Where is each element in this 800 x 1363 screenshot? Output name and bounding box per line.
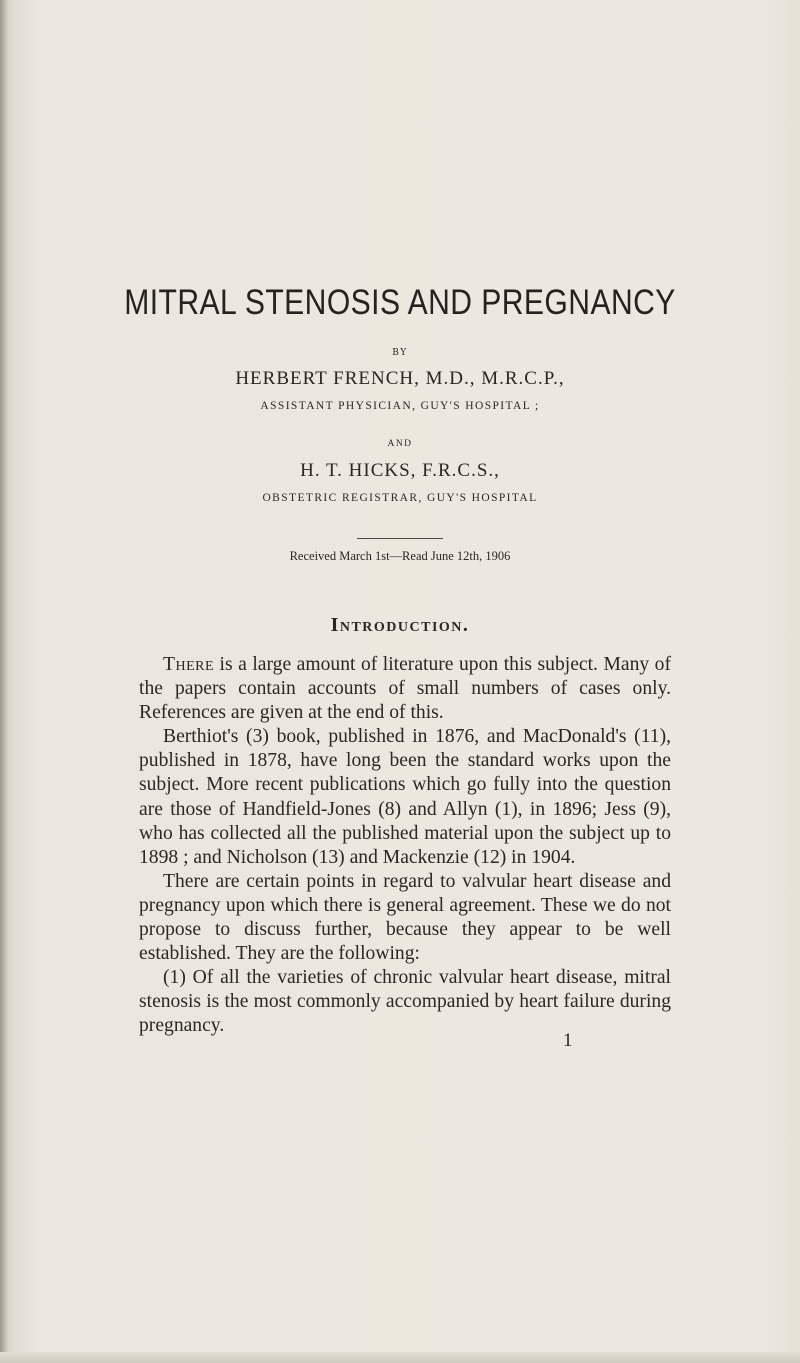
divider-rule bbox=[357, 538, 443, 539]
paragraph-2: Berthiot's (3) book, published in 1876, and MacDonald's (11), published in 1878, have long been the standard works upon the subject. More recent publications which go fully into the question are those of Handfield-Jones (8) and Allyn (1), in 1896; Jess (9), who has collected all the published material upon the subject up to 1898 ; and Nicholson (13) and Mackenzie (12) in 1904. bbox=[139, 726, 671, 868]
author-name-2: H. T. HICKS, F.R.C.S., bbox=[300, 460, 500, 481]
section-heading: Introduction. bbox=[330, 614, 470, 636]
paragraph-1 bbox=[139, 653, 671, 725]
author-affiliation-1: ASSISTANT PHYSICIAN, GUY'S HOSPITAL ; bbox=[260, 400, 540, 412]
spine-shadow bbox=[0, 0, 8, 1363]
author-name-1: HERBERT FRENCH, M.D., M.R.C.P., bbox=[235, 368, 565, 389]
by-line: BY bbox=[392, 348, 408, 358]
paragraph-4: (1) Of all the varieties of chronic valvular heart disease, mitral stenosis is the most commonly accompanied by heart failure during pregnancy. bbox=[139, 967, 671, 1037]
and-separator: AND bbox=[387, 439, 413, 449]
page-bottom-edge bbox=[0, 1352, 800, 1363]
paragraph-1-text: is a large amount of literature upon this subject. Many of the papers contain accounts of small numbers of cases only. References are given at the end of this. bbox=[139, 654, 671, 724]
body-text bbox=[139, 653, 671, 1039]
received-date-line: Received March 1st—Read June 12th, 1906 bbox=[289, 549, 511, 563]
author-affiliation-2: OBSTETRIC REGISTRAR, GUY'S HOSPITAL bbox=[262, 492, 538, 504]
paper-title: MITRAL STENOSIS AND PREGNANCY bbox=[124, 283, 676, 322]
page-number: 1 bbox=[563, 1030, 573, 1051]
paragraph-lead-word: There bbox=[163, 654, 215, 675]
paragraph-3: There are certain points in regard to valvular heart disease and pregnancy upon which there is general agreement. These we do not propose to discuss further, because they appear to be well established. They are the following: bbox=[139, 870, 671, 965]
